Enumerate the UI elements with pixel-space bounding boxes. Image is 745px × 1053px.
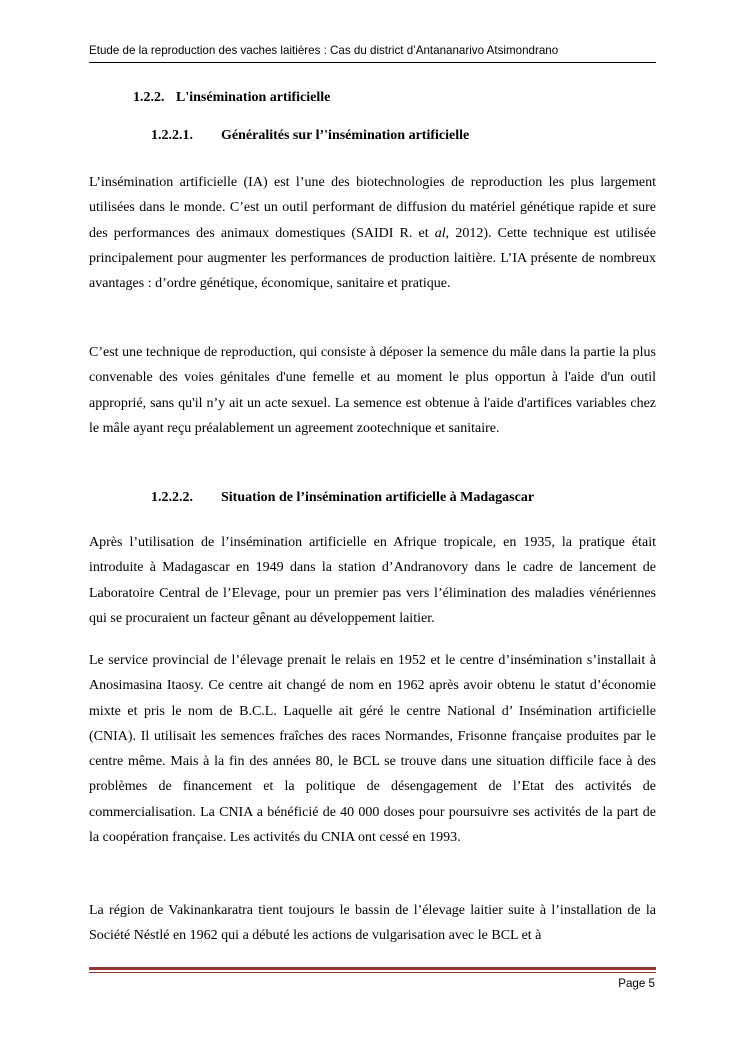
footer-divider-thin	[89, 972, 656, 973]
section-title: Situation de l’insémination artificielle à Madagascar	[221, 490, 535, 505]
footer-divider-thick	[89, 967, 656, 970]
paragraph-text: L’insémination artificielle (IA) est l’une des biotechnologies de reproduction les plus largement utilisées dans le monde. C’est un outil performant de diffusion du matériel génétique rapide et sure des performances des animaux domestiques (SAIDI R. et	[89, 175, 656, 241]
page-number: Page 5	[618, 977, 655, 990]
section-number: 1.2.2.1.	[151, 128, 193, 143]
running-header: Etude de la reproduction des vaches laitières : Cas du district d’Antananarivo Atsimondrano	[89, 44, 559, 57]
paragraph-vakinankaratra: La région de Vakinankaratra tient toujours le bassin de l’élevage laitier suite à l’installation de la Société Néstlé en 1962 qui a débuté les actions de vulgarisation avec le BCL et à	[89, 903, 656, 944]
header-divider	[89, 62, 656, 63]
section-number: 1.2.2.	[133, 90, 165, 105]
paragraph-text: , 2012). Cette technique est utilisée principalement pour augmenter les performances de production laitière. L’IA présente de nombreux avantages : d’ordre génétique, économique, sanitaire et pratique.	[89, 225, 656, 292]
paragraph-provincial-service: Le service provincial de l’élevage prenait le relais en 1952 et le centre d’insémination s’installait à Anosimasina Itaosy. Ce centre ait changé de nom en 1962 après avoir obtenu le statut d’économie mixte et pris le nom de B.C.L. Laquelle ait géré le centre National d’ Insémination artificielle (CNIA). Il utilisait les semences fraîches des races Normandes, Frisonne française produites par le centre même. Mais à la fin des années 80, le BCL se trouve dans une situation difficile face à des problèmes de financement et la politique de désengagement de l’Etat des activités de commercialisation. La CNIA a bénéficié de 40 000 doses pour poursuivre ses activités de la part de la coopération française. Les activités du CNIA ont cessé en 1993.	[89, 653, 656, 846]
paragraph-technique: C’est une technique de reproduction, qui consiste à déposer la semence du mâle dans la partie la plus convenable des voies génitales d'une femelle et au moment le plus opportun à l'aide d'un outil approprié, sans qu'il n’y ait un acte sexuel. La semence est obtenue à l'aide d'artifices variables chez le mâle ayant reçu préalablement un agreement zootechnique et sanitaire.	[89, 345, 656, 436]
section-title: Généralités sur l’'insémination artificielle	[221, 128, 470, 143]
italic-text: al	[434, 225, 446, 241]
paragraph-ia-definition	[89, 170, 656, 296]
section-title: L'insémination artificielle	[176, 90, 331, 105]
section-number: 1.2.2.2.	[151, 490, 193, 505]
paragraph-history: Après l’utilisation de l’insémination artificielle en Afrique tropicale, en 1935, la pratique était introduite à Madagascar en 1949 dans la station d’Andranovory dans le cadre de lancement de Laboratoire Central de l’Elevage, pour un premier pas vers l’élimination des maladies vénériennes qui se procuraient un facteur gênant au développement laitier.	[89, 535, 656, 626]
